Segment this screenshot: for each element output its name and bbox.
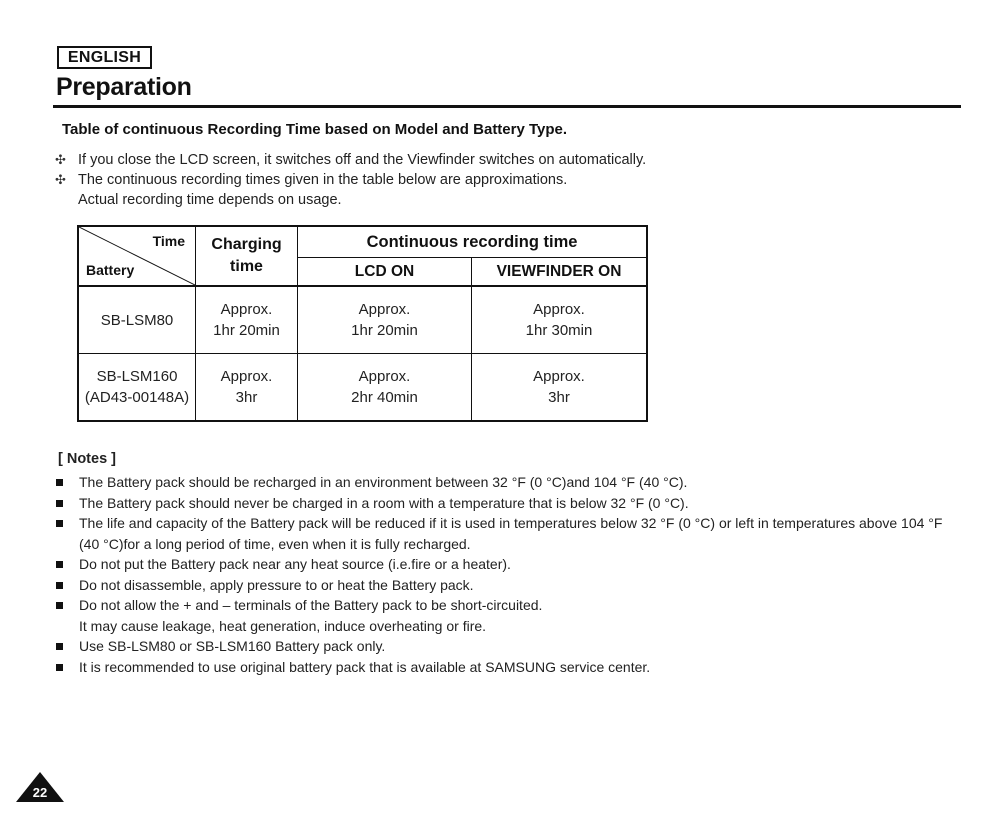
viewfinder-time-cell: Approx. 3hr — [472, 354, 648, 422]
intro-item-continuation: Actual recording time depends on usage. — [78, 192, 342, 208]
table-row — [78, 354, 647, 422]
square-bullet-icon — [56, 582, 63, 589]
language-label: ENGLISH — [57, 46, 152, 69]
continuous-recording-header: Continuous recording time — [298, 226, 648, 258]
note-item-continuation: It may cause leakage, heat generation, induce overheating or fire. — [79, 617, 487, 634]
corner-label-battery: Battery — [86, 262, 135, 278]
square-bullet-icon — [56, 643, 63, 650]
square-bullet-icon — [56, 479, 63, 486]
corner-label-time: Time — [152, 233, 185, 249]
lcd-on-header: LCD ON — [298, 258, 472, 287]
square-bullet-icon — [56, 664, 63, 671]
viewfinder-time-cell: Approx. 1hr 30min — [472, 286, 648, 354]
battery-cell: SB-LSM160 (AD43-00148A) — [78, 354, 196, 422]
table-row — [78, 286, 647, 354]
charging-time-header: Charging time — [196, 226, 298, 286]
notes-title: [ Notes ] — [58, 451, 116, 467]
note-item: Use SB-LSM80 or SB-LSM160 Battery pack only. — [55, 636, 949, 657]
notes-section — [55, 451, 949, 677]
charge-time-cell: Approx. 1hr 20min — [196, 286, 298, 354]
intro-item: ✣ If you close the LCD screen, it switches off and the Viewfinder switches on automatically. — [55, 152, 647, 168]
lcd-time-cell: Approx. 2hr 40min — [298, 354, 472, 422]
battery-cell: SB-LSM80 — [78, 286, 196, 354]
note-item: The life and capacity of the Battery pack will be reduced if it is used in temperatures below 32 °F (0 °C) or left in temperatures above 104 °F (40 °C)for a long period of time, even when it is fully recharged. — [55, 513, 949, 554]
note-item: Do not disassemble, apply pressure to or heat the Battery pack. — [55, 575, 949, 596]
title-divider — [53, 105, 961, 108]
note-item: The Battery pack should never be charged in a room with a temperature that is below 32 °F (0 °C). — [55, 493, 949, 514]
square-bullet-icon — [56, 500, 63, 507]
square-bullet-icon — [56, 602, 63, 609]
intro-list — [55, 150, 646, 210]
corner-header-cell — [78, 226, 196, 286]
table-header-row — [78, 226, 647, 258]
note-item: Do not allow the + and – terminals of the Battery pack to be short-circuited. — [55, 595, 949, 616]
note-item: The Battery pack should be recharged in an environment between 32 °F (0 °C)and 104 °F (40 °C). — [55, 472, 949, 493]
lcd-time-cell: Approx. 1hr 20min — [298, 286, 472, 354]
square-bullet-icon — [56, 520, 63, 527]
note-item: Do not put the Battery pack near any heat source (i.e.fire or a heater). — [55, 554, 949, 575]
charge-time-cell: Approx. 3hr — [196, 354, 298, 422]
diamond-bullet-icon: ✣ — [55, 172, 66, 187]
diamond-bullet-icon: ✣ — [55, 152, 66, 167]
page-number-badge — [16, 772, 64, 802]
note-item: It is recommended to use original battery pack that is available at SAMSUNG service center. — [55, 657, 949, 678]
intro-item: ✣ The continuous recording times given in the table below are approximations. — [55, 172, 568, 188]
section-heading: Table of continuous Recording Time based on Model and Battery Type. — [62, 121, 568, 138]
page-title: Preparation — [56, 73, 192, 101]
viewfinder-on-header: VIEWFINDER ON — [472, 258, 648, 287]
page-number: 22 — [32, 785, 48, 800]
recording-time-table — [77, 225, 648, 422]
square-bullet-icon — [56, 561, 63, 568]
